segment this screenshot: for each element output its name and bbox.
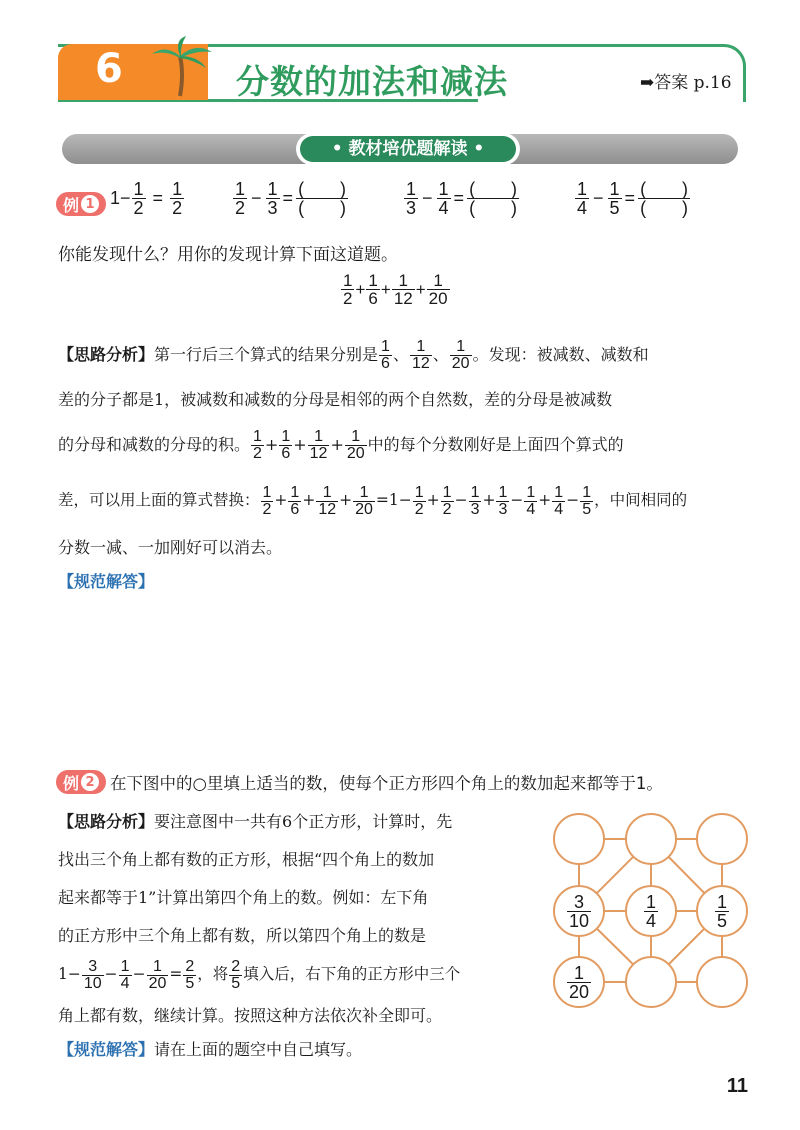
fraction: $\frac{1}{2}$ (133, 179, 144, 218)
example-badge-label: 例 (62, 195, 79, 215)
analysis-line-3 (58, 425, 624, 465)
ex2-analysis-line-1 (58, 802, 452, 842)
fraction: $\frac{2}{5}$ (185, 957, 195, 992)
fraction: $\frac{1}{5}$ (582, 483, 592, 518)
text: 1− (58, 965, 81, 983)
sep: 、 (392, 345, 409, 364)
fraction: $\frac{3}{10}$ (568, 891, 590, 931)
example-badge-number: 2 (81, 773, 99, 791)
answer-label-1: 【规范解答】 (58, 572, 155, 591)
op: + (355, 279, 366, 299)
text: 中的每个分数刚好是上面四个算式的 (367, 435, 624, 454)
sep: 、 (432, 345, 449, 364)
grid-circle (625, 885, 677, 937)
answer-blank[interactable]: $\frac{( )}{( )}$ (469, 179, 518, 218)
grid-circle (553, 956, 605, 1008)
analysis-label: 【思路分析】 (58, 812, 155, 831)
example-badge-number: 1 (81, 195, 99, 213)
example-2-badge (56, 770, 106, 794)
fraction: $\frac{1}{4}$ (577, 179, 588, 218)
grid-circle[interactable] (696, 956, 748, 1008)
fraction: $\frac{1}{20}$ (568, 962, 590, 1002)
fraction: $\frac{1}{4}$ (554, 483, 564, 518)
op: + (330, 435, 344, 454)
eq-op: − (251, 188, 262, 208)
chapter-number: 6 (95, 46, 123, 92)
fraction: $\frac{1}{12}$ (393, 271, 413, 308)
fraction: $\frac{1}{5}$ (609, 179, 620, 218)
text: 第一行后三个算式的结果分别是 (154, 345, 379, 364)
fraction: $\frac{1}{20}$ (428, 271, 448, 308)
grid-circle[interactable] (553, 813, 605, 865)
op: + (415, 279, 426, 299)
ex2-answer (58, 1030, 362, 1070)
op: + (264, 435, 279, 454)
op: − (454, 491, 468, 509)
ex2-analysis-line-3: 起来都等于1”计算出第四个角上的数。例如：左下角 (58, 888, 429, 907)
text: 填入后，右下角的正方形中三个 (243, 965, 461, 983)
answer-reference: ➡答案 p.16 (640, 73, 732, 93)
ex2-analysis-line-4: 的正方形中三个角上都有数，所以第四个角上的数是 (58, 926, 427, 945)
grid-circle[interactable] (625, 813, 677, 865)
analysis-line-1 (58, 335, 649, 375)
text: 的分母和减数的分母的积。 (58, 435, 251, 454)
section-banner: • 教材培优题解读 • (300, 136, 516, 162)
analysis-line-5: 分数一减、一加刚好可以消去。 (58, 538, 283, 557)
eq-sign: = (282, 188, 294, 208)
fraction: $\frac{1}{4}$ (526, 483, 536, 518)
equation-2 (232, 180, 349, 217)
page-title: 分数的加法和减法 (236, 62, 508, 101)
op: + (538, 491, 552, 509)
text: 请在上面的题空中自己填写。 (154, 1040, 363, 1059)
op: + (426, 491, 440, 509)
eq-sign: = (624, 188, 636, 208)
ex2-analysis-line-5: 1− $\frac{3}{10}$ − $\frac{1}{4}$ − $\frac{1}{20}$ = $\frac{2}{5}$ ，将 $\frac{2}{5}$ 填入后，右下角的正方形中三个 (58, 957, 461, 992)
grid-circle[interactable] (696, 813, 748, 865)
fraction: $\frac{1}{6}$ (281, 428, 291, 462)
fraction: $\frac{1}{12}$ (318, 483, 337, 518)
equation-3 (403, 180, 520, 217)
fraction: $\frac{1}{12}$ (411, 338, 430, 372)
text: 差，可以用上面的算式替换： (58, 491, 260, 509)
eq: = (169, 965, 183, 983)
fraction: $\frac{2}{5}$ (231, 957, 241, 992)
eq: =1− (375, 491, 412, 509)
example-1-badge (56, 192, 106, 216)
fraction: $\frac{1}{3}$ (498, 483, 508, 518)
op: + (482, 491, 496, 509)
op: + (339, 491, 353, 509)
fraction: $\frac{1}{4}$ (645, 891, 656, 931)
fraction: $\frac{1}{20}$ (355, 483, 373, 518)
fraction: $\frac{1}{6}$ (368, 271, 378, 308)
fraction: $\frac{1}{4}$ (438, 179, 449, 218)
sum-expression (340, 272, 451, 307)
text: 要注意图中一共有6个正方形，计算时，先 (154, 812, 453, 831)
fraction: $\frac{1}{4}$ (120, 957, 130, 992)
example-1-question: 你能发现什么？用你的发现计算下面这道题。 (58, 245, 398, 265)
op: − (510, 491, 524, 509)
page-number: 11 (726, 1075, 748, 1097)
fraction: $\frac{1}{2}$ (343, 271, 353, 308)
eq-sign: = (152, 188, 164, 208)
op: − (566, 491, 580, 509)
eq-op: − (593, 188, 604, 208)
fraction: $\frac{1}{2}$ (262, 483, 272, 518)
fraction: $\frac{1}{20}$ (346, 428, 365, 462)
fraction: $\frac{1}{5}$ (716, 891, 727, 931)
text: ，将 (197, 965, 229, 983)
answer-blank[interactable]: $\frac{( )}{( )}$ (640, 179, 689, 218)
op: + (293, 435, 307, 454)
answer-blank[interactable]: $\frac{( )}{( )}$ (298, 179, 347, 218)
ex2-analysis-line-2: 找出三个角上都有数的正方形，根据“四个角上的数加 (58, 850, 435, 869)
fraction: $\frac{1}{6}$ (381, 338, 390, 372)
palm-tree-icon (150, 36, 220, 100)
op: + (302, 491, 316, 509)
equation-4 (574, 180, 691, 217)
grid-circle (553, 885, 605, 937)
eq-sign: = (453, 188, 465, 208)
fraction: $\frac{1}{3}$ (406, 179, 417, 218)
example-badge-label: 例 (62, 773, 79, 793)
fraction: $\frac{1}{6}$ (290, 483, 300, 518)
grid-circle[interactable] (625, 956, 677, 1008)
fraction: $\frac{1}{20}$ (148, 957, 167, 992)
analysis-label: 【思路分析】 (58, 345, 155, 364)
eq-lhs: 1− (110, 188, 131, 208)
fraction: $\frac{1}{2}$ (442, 483, 452, 518)
answer-label: 【规范解答】 (58, 1040, 155, 1059)
grid-circle (696, 885, 748, 937)
example-2-prompt: 在下图中的○里填上适当的数，使每个正方形四个角上的数加起来都等于1。 (110, 774, 663, 793)
eq-op: − (422, 188, 433, 208)
fraction: $\frac{1}{2}$ (172, 179, 183, 218)
ex2-analysis-line-6: 角上都有数，继续计算。按照这种方法依次补全即可。 (58, 1006, 443, 1025)
text: 。发现：被减数、减数和 (472, 345, 649, 364)
fraction: $\frac{1}{3}$ (470, 483, 480, 518)
op: + (274, 491, 288, 509)
fraction: $\frac{3}{10}$ (83, 957, 102, 992)
analysis-line-4 (58, 480, 687, 520)
fraction: $\frac{1}{2}$ (235, 179, 246, 218)
fraction: $\frac{1}{2}$ (253, 428, 262, 462)
fraction: $\frac{1}{3}$ (267, 179, 278, 218)
op: + (380, 279, 391, 299)
text: ，中间相同的 (594, 491, 688, 509)
fraction: $\frac{1}{2}$ (414, 483, 424, 518)
fraction: $\frac{1}{12}$ (309, 428, 328, 462)
equation-1 (110, 180, 185, 217)
fraction: $\frac{1}{20}$ (451, 338, 470, 372)
analysis-line-2: 差的分子都是1，被减数和减数的分母是相邻的两个自然数，差的分母是被减数 (58, 390, 613, 409)
